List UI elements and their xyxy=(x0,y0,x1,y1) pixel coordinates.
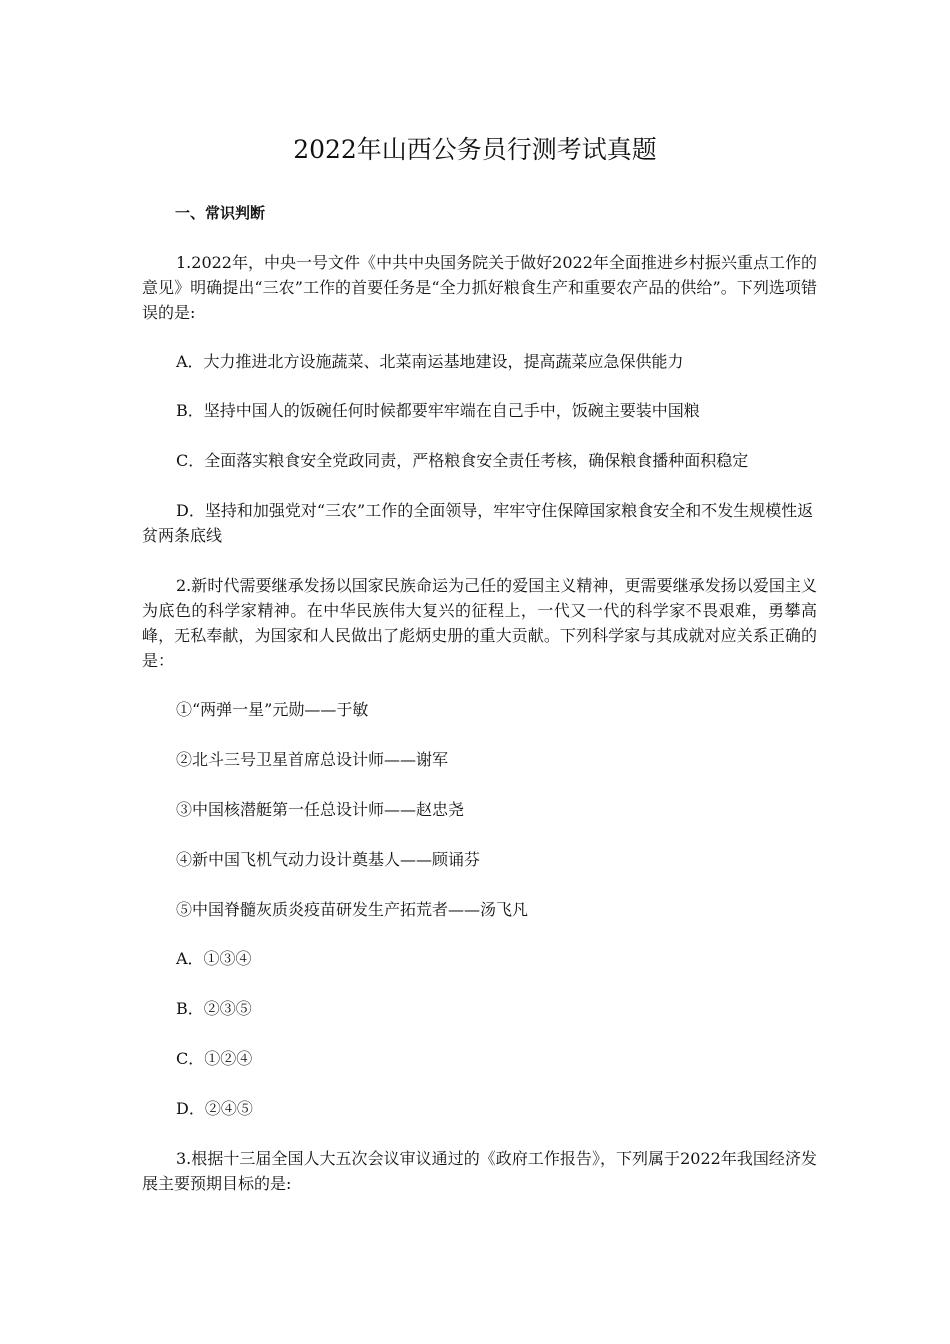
question-2-option-c: C．①②④ xyxy=(176,1049,253,1068)
question-1-option-c: C．全面落实粮食安全党政同责，严格粮食安全责任考核，确保粮食播种面积稳定 xyxy=(176,451,749,470)
section-heading: 一、常识判断 xyxy=(175,204,266,222)
question-1-option-b: B．坚持中国人的饭碗任何时候都要牢牢端在自己手中，饭碗主要装中国粮 xyxy=(176,401,700,420)
question-2-item-4: ④新中国飞机气动力设计奠基人——顾诵芬 xyxy=(176,850,481,869)
question-2-option-a: A．①③④ xyxy=(176,949,252,968)
question-2-option-d: D．②④⑤ xyxy=(176,1099,253,1118)
question-2-item-5: ⑤中国脊髓灰质炎疫苗研发生产拓荒者——汤飞凡 xyxy=(176,900,529,919)
question-2-stem: 2.新时代需要继承发扬以国家民族命运为己任的爱国主义精神，更需要继承发扬以爱国主义为底色的科学家精神。在中华民族伟大复兴的征程上，一代又一代的科学家不畏艰难，勇攀高峰，无私奉献，为国家和人民做出了彪炳史册的重大贡献。下列科学家与其成就对应关系正确的是： xyxy=(142,576,817,670)
question-1-option-d: D．坚持和加强党对“三农”工作的全面领导，牢牢守住保障国家粮食安全和不发生规模性返贫两条底线 xyxy=(142,501,814,545)
question-1-stem: 1.2022年，中央一号文件《中共中央国务院关于做好2022年全面推进乡村振兴重点工作的意见》明确提出“三农”工作的首要任务是“全力抓好粮食生产和重要农产品的供给”。下列选项错误的是: xyxy=(142,253,817,322)
question-2-option-b: B．②③⑤ xyxy=(176,999,252,1018)
question-2-item-1: ①“两弹一星”元勋——于敏 xyxy=(176,700,369,719)
question-3-stem: 3.根据十三届全国人大五次会议审议通过的《政府工作报告》，下列属于2022年我国经济发展主要预期目标的是: xyxy=(142,1149,817,1193)
question-2-item-3: ③中国核潜艇第一任总设计师——赵忠尧 xyxy=(176,800,465,819)
question-1-option-a: A．大力推进北方设施蔬菜、北菜南运基地建设，提高蔬菜应急保供能力 xyxy=(176,352,684,371)
question-2-item-2: ②北斗三号卫星首席总设计师——谢军 xyxy=(176,750,449,769)
document-title: 2022年山西公务员行测考试真题 xyxy=(293,135,657,164)
